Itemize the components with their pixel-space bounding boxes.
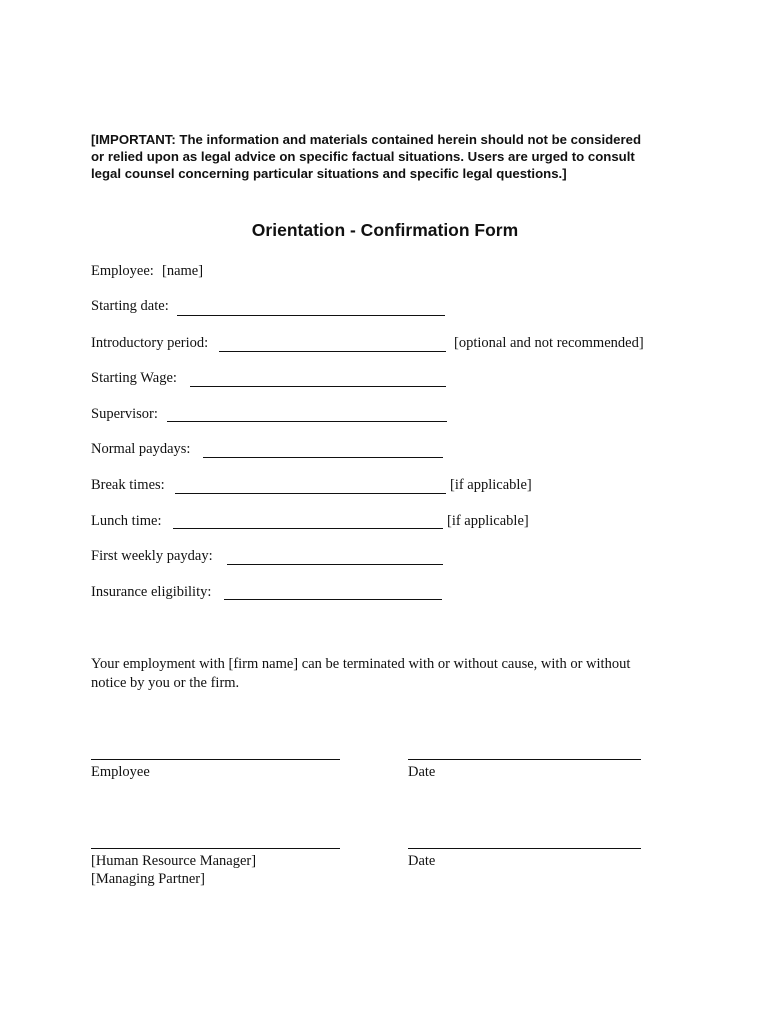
employee-signature-label: Employee — [91, 764, 150, 780]
introductory-period-blank-line[interactable] — [219, 351, 446, 352]
legal-disclaimer — [91, 131, 691, 182]
manager-title-line-1: [Human Resource Manager] — [91, 853, 257, 869]
employee-name-value: [name] — [162, 263, 204, 279]
starting-wage-blank-line[interactable] — [190, 386, 446, 387]
first-weekly-payday-blank-line[interactable] — [227, 564, 443, 565]
manager-date-line[interactable] — [408, 848, 641, 849]
field-label-supervisor: Supervisor: — [91, 406, 158, 422]
manager-signature-line[interactable] — [91, 848, 340, 849]
disclaimer-line-2: or relied upon as legal advice on specific factual situations. Users are urged to consult — [91, 149, 635, 164]
break-times-blank-line[interactable] — [175, 493, 446, 494]
field-note-lunch-time: [if applicable] — [447, 513, 529, 529]
field-note-break-times: [if applicable] — [450, 477, 532, 493]
field-label-lunch-time: Lunch time: — [91, 513, 162, 529]
field-label-introductory-period: Introductory period: — [91, 335, 209, 351]
starting-date-blank-line[interactable] — [177, 315, 445, 316]
manager-date-label: Date — [408, 853, 436, 869]
field-label-insurance-eligibility: Insurance eligibility: — [91, 584, 212, 600]
field-label-starting-wage: Starting Wage: — [91, 370, 177, 386]
insurance-eligibility-blank-line[interactable] — [224, 599, 442, 600]
disclaimer-line-1: [IMPORTANT: The information and materials contained herein should not be considered — [91, 132, 642, 147]
form-title: Orientation - Confirmation Form — [251, 220, 519, 240]
field-label-break-times: Break times: — [91, 477, 165, 493]
supervisor-blank-line[interactable] — [167, 421, 447, 422]
termination-paragraph — [91, 655, 691, 693]
disclaimer-line-3: legal counsel concerning particular situations and specific legal questions.] — [91, 166, 567, 181]
manager-title-line-2: [Managing Partner] — [91, 871, 205, 887]
normal-paydays-blank-line[interactable] — [203, 457, 443, 458]
field-label-first-weekly-payday: First weekly payday: — [91, 548, 213, 564]
employee-date-line[interactable] — [408, 759, 641, 760]
employee-label: Employee: — [91, 263, 154, 279]
employee-date-label: Date — [408, 764, 436, 780]
field-label-normal-paydays: Normal paydays: — [91, 441, 191, 457]
field-note-introductory-period: [optional and not recommended] — [454, 335, 644, 351]
employee-signature-line[interactable] — [91, 759, 340, 760]
field-label-starting-date: Starting date: — [91, 298, 169, 314]
paragraph-line-1: Your employment with [firm name] can be terminated with or without cause, with or without — [91, 656, 631, 672]
lunch-time-blank-line[interactable] — [173, 528, 443, 529]
manager-signature-label — [91, 852, 256, 888]
paragraph-line-2: notice by you or the firm. — [91, 675, 240, 691]
